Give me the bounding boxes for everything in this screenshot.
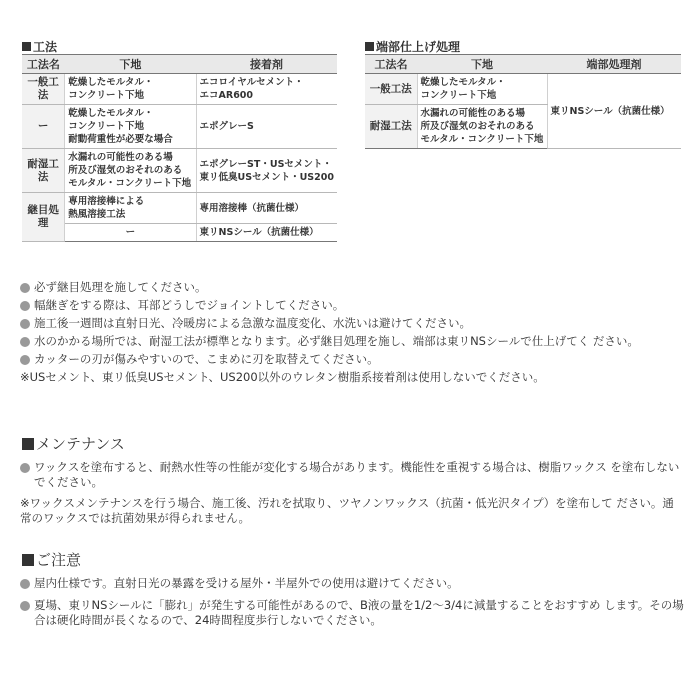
method-adhesive: エポグレーST・USセメント・ 東リ低臭USセメント・US200 bbox=[196, 149, 337, 193]
method-adhesive: 専用溶接棒（抗菌仕様） bbox=[196, 193, 337, 224]
method-base: 乾燥したモルタル・ コンクリート下地 耐動荷重性が必要な場合 bbox=[65, 105, 196, 149]
method-section-title: 工法 bbox=[22, 38, 57, 55]
square-bullet-icon bbox=[365, 42, 374, 51]
edge-section-title: 端部仕上げ処理 bbox=[365, 38, 460, 55]
edge-col-agent: 端部処理剤 bbox=[547, 55, 681, 74]
maintenance-heading: メンテナンス bbox=[22, 433, 125, 454]
notes-list bbox=[20, 280, 685, 388]
edge-base: 乾燥したモルタル・ コンクリート下地 bbox=[417, 74, 547, 105]
bullet-icon bbox=[20, 283, 30, 293]
edge-col-name: 工法名 bbox=[365, 55, 417, 74]
list-item: 水のかかる場所では、耐湿工法が標準となります。必ず継目処理を施し、端部は東リNSシールで仕上げてく ださい。 bbox=[20, 334, 685, 349]
table-row bbox=[365, 74, 681, 105]
list-item: 屋内仕様です。直射日光の暴露を受ける屋外・半屋外での使用は避けてください。 bbox=[20, 576, 685, 591]
list-item: ワックスを塗布すると、耐熱水性等の性能が変化する場合があります。機能性を重視する場合は、樹脂ワックス を塗布しないでください。 bbox=[20, 460, 685, 490]
bullet-icon bbox=[20, 319, 30, 329]
edge-table-header bbox=[365, 55, 681, 74]
caution-heading: ご注意 bbox=[22, 549, 81, 570]
edge-method-name: 耐湿工法 bbox=[365, 105, 417, 149]
table-row bbox=[22, 193, 337, 224]
list-item: 必ず継目処理を施してください。 bbox=[20, 280, 685, 295]
method-name: 継目処理 bbox=[22, 193, 65, 242]
method-name: 耐湿工法 bbox=[22, 149, 65, 193]
method-col-base: 下地 bbox=[65, 55, 196, 74]
method-name: ー bbox=[22, 105, 65, 149]
square-bullet-icon bbox=[22, 42, 31, 51]
table-row bbox=[22, 74, 337, 105]
method-base: 乾燥したモルタル・ コンクリート下地 bbox=[65, 74, 196, 105]
method-name: 一般工法 bbox=[22, 74, 65, 105]
bullet-icon bbox=[20, 579, 30, 589]
list-item: 施工後一週間は直射日光、冷暖房による急激な温度変化、水洗いは避けてください。 bbox=[20, 316, 685, 331]
bullet-icon bbox=[20, 601, 30, 611]
caution-list bbox=[20, 576, 685, 631]
edge-agent: 東リNSシール（抗菌仕様） bbox=[547, 74, 681, 149]
maintenance-list bbox=[20, 460, 685, 529]
table-row bbox=[22, 105, 337, 149]
edge-method-name: 一般工法 bbox=[365, 74, 417, 105]
method-base: 専用溶接棒による 熱風溶接工法 bbox=[65, 193, 196, 224]
table-row bbox=[22, 224, 337, 242]
bullet-icon bbox=[20, 301, 30, 311]
edge-col-base: 下地 bbox=[417, 55, 547, 74]
bullet-icon bbox=[20, 337, 30, 347]
square-bullet-icon bbox=[22, 554, 34, 566]
edge-table bbox=[365, 54, 681, 149]
list-item: カッターの刃が傷みやすいので、こまめに刃を取替えてください。 bbox=[20, 352, 685, 367]
method-base: ー bbox=[65, 224, 196, 242]
list-item: 夏場、東リNSシールに「膨れ」が発生する可能性があるので、B液の量を1/2〜3/4に減量することをおすすめ します。その場合は硬化時間が長くなるので、24時間程度歩行しないでください。 bbox=[20, 598, 685, 628]
maintenance-reference: ※ワックスメンテナンスを行う場合、施工後、汚れを拭取り、ツヤノンワックス（抗菌・低光沢タイプ）を塗布して ださい。通常のワックスでは抗菌効果が得られません。 bbox=[20, 496, 674, 525]
method-col-name: 工法名 bbox=[22, 55, 65, 74]
edge-base: 水漏れの可能性のある場 所及び湿気のおそれのある モルタル・コンクリート下地 bbox=[417, 105, 547, 149]
list-item: 幅継ぎをする際は、耳部どうしでジョイントしてください。 bbox=[20, 298, 685, 313]
method-adhesive: 東リNSシール（抗菌仕様） bbox=[196, 224, 337, 242]
bullet-icon bbox=[20, 355, 30, 365]
method-col-adhesive: 接着剤 bbox=[196, 55, 337, 74]
method-base: 水漏れの可能性のある場 所及び湿気のおそれのある モルタル・コンクリート下地 bbox=[65, 149, 196, 193]
method-adhesive: エコロイヤルセメント・ エコAR600 bbox=[196, 74, 337, 105]
method-table-header bbox=[22, 55, 337, 74]
square-bullet-icon bbox=[22, 438, 34, 450]
note-reference: ※USセメント、東リ低臭USセメント、US200以外のウレタン樹脂系接着剤は使用しないでください。 bbox=[20, 370, 545, 384]
bullet-icon bbox=[20, 463, 30, 473]
table-row bbox=[22, 149, 337, 193]
method-adhesive: エポグレーS bbox=[196, 105, 337, 149]
method-table bbox=[22, 54, 337, 242]
